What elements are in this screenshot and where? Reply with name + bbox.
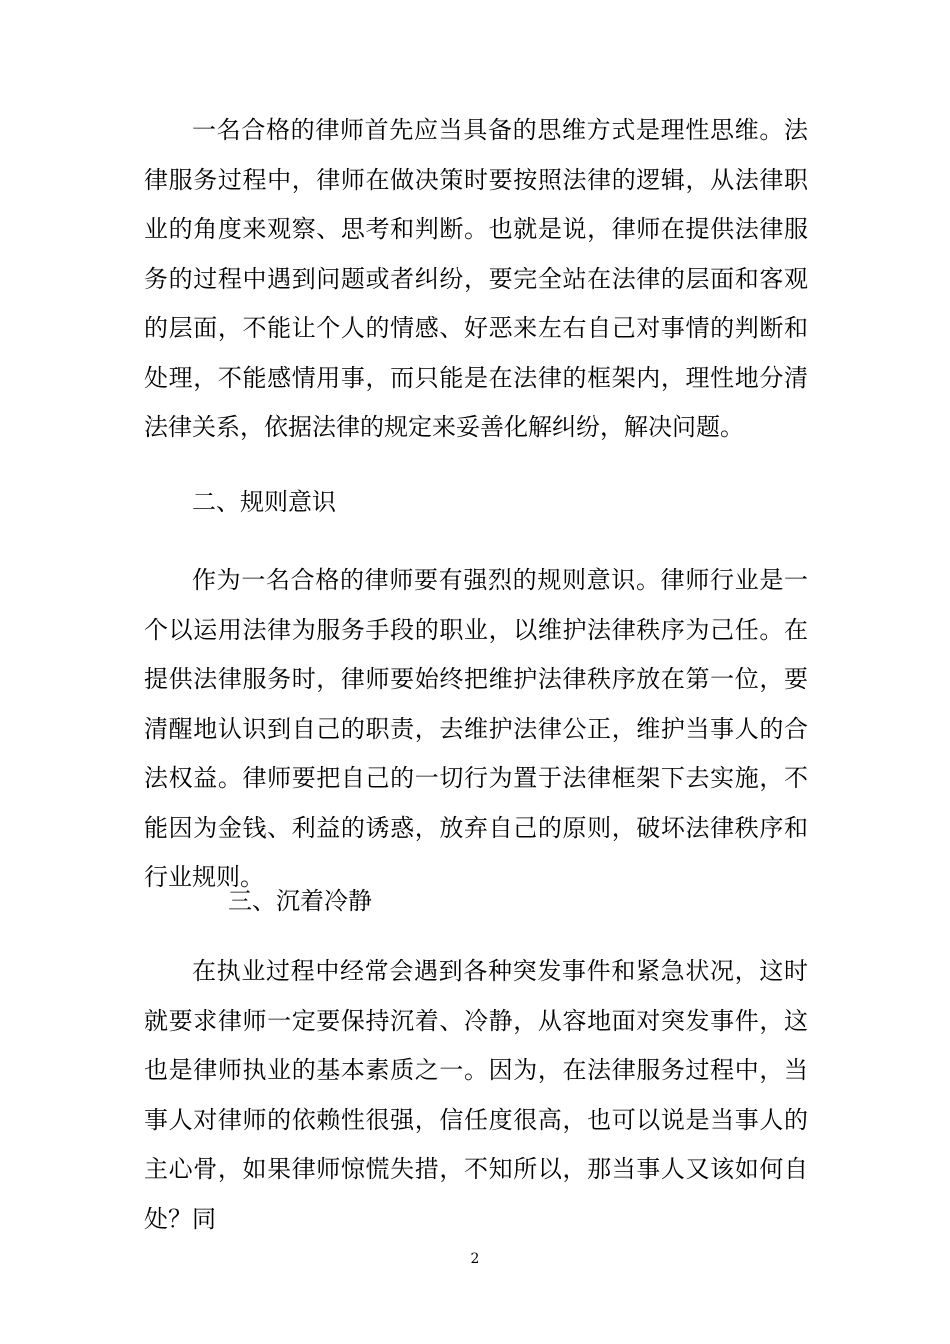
page-number: 2 bbox=[470, 1251, 480, 1267]
paragraph-rule-awareness: 作为一名合格的律师要有强烈的规则意识。律师行业是一个以运用法律为服务手段的职业，以维护法律秩序为己任。在提供法律服务时，律师要始终把维护法律秩序放在第一位，要清醒地认识到自己的职责，去维护法律公正，维护当事人的合法权益。律师要把自己的一切行为置于法律框架下去实施，不能因为金钱、利益的诱惑，放弃自己的原则，破坏法律秩序和行业规则。 bbox=[144, 566, 808, 891]
paragraph-rational-thinking: 一名合格的律师首先应当具备的思维方式是理性思维。法律服务过程中，律师在做决策时要按照法律的逻辑，从法律职业的角度来观察、思考和判断。也就是说，律师在提供法律服务的过程中遇到问题或者纠纷，要完全站在法律的层面和客观的层面，不能让个人的情感、好恶来左右自己对事情的判断和处理，不能感情用事，而只能是在法律的框架内，理性地分清法律关系，依据法律的规定来妥善化解纠纷，解决问题。 bbox=[144, 116, 808, 441]
paragraph-calm-composure: 在执业过程中经常会遇到各种突发事件和紧急状况，这时就要求律师一定要保持沉着、冷静，从容地面对突发事件，这也是律师执业的基本素质之一。因为，在法律服务过程中，当事人对律师的依赖性很强，信任度很高，也可以说是当事人的主心骨，如果律师惊慌失措，不知所以，那当事人又该如何自处？同 bbox=[144, 957, 808, 1233]
section-heading-rule-awareness: 二、规则意识 bbox=[192, 488, 336, 516]
section-heading-calm-composure: 三、沉着冷静 bbox=[228, 887, 372, 915]
